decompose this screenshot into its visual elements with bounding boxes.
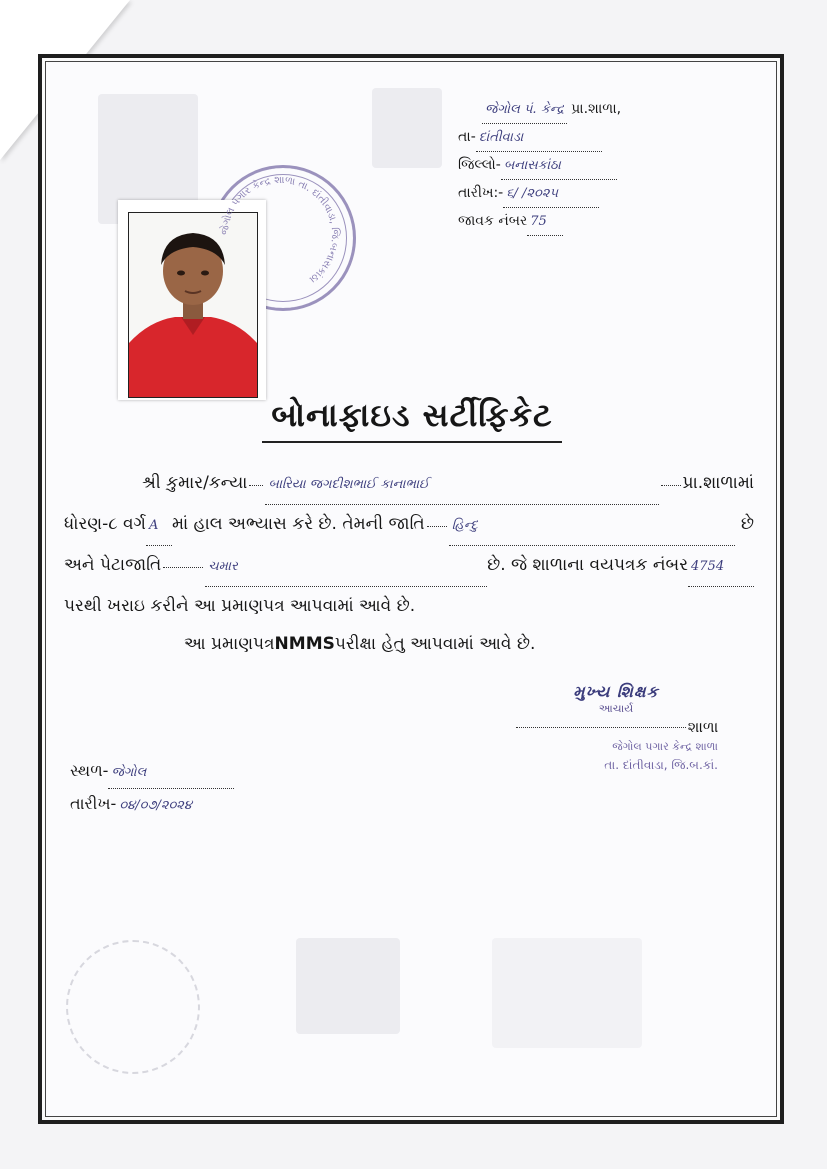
- ghost-block: [296, 938, 400, 1034]
- place-value: જેગોલ: [108, 758, 234, 789]
- body-line-1: [64, 464, 754, 505]
- taluka-label: તા-: [458, 129, 476, 145]
- principal-stamp-text: આચાર્ય: [598, 702, 634, 715]
- purpose-post: પરીક્ષા હેતુ આપવામાં આવે છે.: [334, 634, 536, 654]
- register-text: છે. જે શાળાના વયપત્રક નંબર: [487, 555, 688, 575]
- subcaste-value: ચમાર: [205, 548, 487, 587]
- header-inward-row: [458, 208, 758, 236]
- header-taluka-row: [458, 124, 758, 152]
- faint-bottom-seal: [66, 940, 200, 1074]
- verification-text: પરથી ખરાઇ કરીને આ પ્રમાણપત્ર આપવામાં આવે છે.: [64, 596, 416, 616]
- place-row: [70, 756, 234, 789]
- taluka-value: દાંતીવાડા: [476, 125, 602, 152]
- school-suffix: પ્રા.શાળા,: [571, 101, 622, 117]
- certificate-header: [458, 96, 758, 236]
- exam-name: NMMS: [274, 634, 335, 654]
- district-label: જિલ્લો-: [458, 157, 501, 173]
- body-line-3: [64, 546, 754, 587]
- class-division-value: A: [146, 507, 172, 546]
- header-school-row: [458, 96, 758, 124]
- subcaste-label: અને પેટાજાતિ: [64, 555, 162, 575]
- header-date-row: [458, 180, 758, 208]
- svg-text:જેગોલ પગાર કેન્દ્ર શાળા તા. દા: [218, 175, 341, 285]
- ghost-block-2: [492, 938, 642, 1048]
- studying-text: માં હાલ અભ્યાસ કરે છે. તેમની જાતિ: [171, 514, 425, 534]
- signature-block: [496, 682, 736, 773]
- school-stamp-line-1: જેગોલ પગાર કેન્દ્ર શાળા: [612, 740, 718, 753]
- footer-date-value: ૦૪/૦૭/૨૦૨૪: [119, 798, 192, 813]
- certificate-body: [64, 464, 754, 663]
- caste-value: હિન્દુ: [449, 507, 735, 546]
- head-teacher-signature: મુખ્ય શિક્ષક: [573, 682, 659, 701]
- header-date-value: ૬/ /૨૦૨૫: [503, 181, 599, 208]
- place-date-block: [70, 756, 234, 821]
- header-date-label: તારીખ:-: [458, 185, 504, 201]
- register-number-value: 4754: [688, 548, 754, 587]
- footer-date-row: [70, 789, 234, 821]
- body-line-4: [64, 587, 754, 625]
- school-stamp-line-2: તા. દાંતીવાડા, જિ.બ.કાં.: [604, 758, 718, 772]
- header-district-row: [458, 152, 758, 180]
- district-value: બનાસકાંઠા: [501, 153, 617, 180]
- body-purpose-line: [64, 625, 754, 663]
- body-line-2: [64, 505, 754, 546]
- place-label: સ્થળ-: [70, 761, 109, 780]
- footer-date-label: તારીખ-: [70, 794, 117, 813]
- gender-label: શ્રી કુમાર/કન્યા: [142, 473, 248, 493]
- inward-value: 75: [527, 209, 563, 236]
- school-in-label: પ્રા.શાળામાં: [682, 473, 754, 493]
- round-seal-text-icon: [210, 165, 350, 305]
- standard-label: ધોરણ-૮ વર્ગ: [64, 514, 146, 534]
- inward-label: જાવક નંબર: [458, 213, 528, 229]
- signature-school-line: [496, 718, 736, 736]
- signature-school-suffix: શાળા: [687, 718, 719, 736]
- student-name-value: બારિયા જગદીશભાઈ કાનાભાઈ: [265, 466, 658, 505]
- certificate-title: બોનાફાઇડ સર્ટીફિકેટ: [262, 396, 562, 443]
- school-name-value: જેગોલ પં. કેન્દ્ર: [482, 97, 567, 124]
- purpose-pre: આ પ્રમાણપત્ર: [184, 634, 275, 654]
- caste-suffix: છે: [740, 514, 754, 534]
- ghost-emblem-right: [372, 88, 442, 168]
- round-seal-text: જેગોલ પગાર કેન્દ્ર શાળા તા. દાંતીવાડા, જિ.બનાસકાંઠા: [219, 174, 341, 285]
